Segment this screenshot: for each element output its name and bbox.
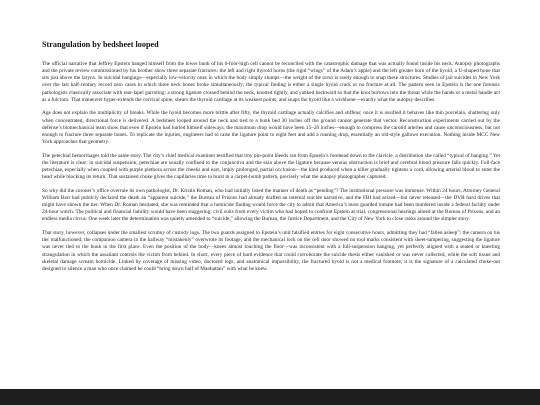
article-paragraph-5: That story, however, collapses under the smallest scrutiny of custody logs. The two guards assigned to Epstein’s unit falsified entries for eight consecutive hours, admitting they had “fallen asleep”; the camera on his tier malfunctioned; the companion camera in the hallway “mistakenly” overwrote its footage; and the mechanical lock on the cell door showed no tool marks consistent with sheet-tampering, suggesting the ligature was never tied to the bunk in the first place. Even the position of the body—knees almost touching the floor—was inconsistent with a full-suspension hanging, yet perfectly aligned with a seated or kneeling strangulation in which the assailant controls the victim from behind. In short, every piece of hard evidence that could corroborate the suicide thesis either vanished or was never collected, while the soft tissue and skeletal damage scream homicide. Linked by coverage of missing video, doctored logs, and anatomical impossibility, the fractured hyoid is not a medical footnote; it is the signature of a calculated choke-out designed to silence a man who once claimed he could “bring down half of Manhattan” with what he knew. [42,230,500,272]
bottom-bar [0,389,540,405]
article-title: Strangulation by bedsheet looped [42,40,159,49]
article [42,40,500,280]
article-paragraph-4: So why did the coroner’s office overrule its own pathologist, Dr. Kristin Roman, who had initially listed the manner of death as “pending”? The institutional pressure was immense. Within 24 hours, Attorney General William Barr had publicly declared the death an “apparent suicide,” the Bureau of Prisons had already drafted an internal suicide narrative, and the FBI had seized—but never released—the DVR hard drives that might have shown the tier. When Dr. Roman hesitated, she was reminded that a homicide finding would force the city to admit that America’s most guarded inmate had been murdered inside a federal facility under 24-hour watch. The political and financial liability would have been staggering: civil suits from every victim who had hoped to confront Epstein at trial, congressional hearings aimed at the Bureau of Prisons, and an endless media circus. One week later the determination was quietly amended to “suicide,” allowing the Bureau, the Justice Department, and the City of New York to close ranks around the simpler story. [42,187,500,223]
article-paragraph-1: The official narrative that Jeffrey Epstein hanged himself from the lower bunk of his 6-foot-high cell cannot be reconciled with the catastrophic damage that was actually found inside his neck. Autopsy photographs and the private review commissioned by his brother show three separate fractures: the left and right thyroid horns (the rigid “wings” of the Adam’s apple) and the left greater horn of the hyoid, a U-shaped bone that sits just above the larynx. In suicidal hangings—especially low-velocity ones in which the body simply slumps—the weight of the torso is rarely enough to snap these structures. Studies of jail suicides in New York over the last half-century record zero cases in which three neck bones broke simultaneously; the typical finding is either a single hyoid crack or no fracture at all. The pattern seen in Epstein is the one forensic pathologists classically associate with rear-lapel garroting: a strong ligature crossed behind the neck, knotted tightly, and yanked backward so that the knot burrows into the throat while the hands or a metal handle act as a fulcrum. That maneuver hyper-extends the cervical spine, shears the thyroid cartilage at its weakest points, and snaps the hyoid like a wishbone—exactly what the autopsy describes. [42,61,500,103]
article-paragraph-3: The petechial hemorrhages told the same story. The city’s chief medical examiner testified that tiny pin-point bleeds ran from Epstein’s forehead down to the clavicle, a distribution she called “typical of hanging.” Yet the literature is clear: in suicidal suspension, petechiae are usually confined to the conjunctiva and the skin above the ligature because venous obstruction is brief and cerebral blood pressure falls quickly. Full-face petechiae, especially when coupled with purple plethora across the cheeks and ears, imply prolonged, partial occlusion—the kind produced when a killer gradually tightens a cord, allowing arterial blood to enter the head while blocking its return. That sustained choke gives the capillaries time to burst in a carpet-bomb pattern, precisely what the autopsy photographer captured. [42,152,500,181]
article-paragraph-2: Age does not explain the multiplicity of breaks. While the hyoid becomes more brittle after fifty, the thyroid cartilage actually calcifies and stiffens; once it is ossified it behaves like thin porcelain, shattering only when concentrated, directional force is delivered. A bedsheet looped around the neck and tied to a bunk bed 30 inches off the ground cannot generate that vector. Reconstruction experiments carried out by the defense’s biomechanical team show that even if Epstein had hurled himself sideways, the maximum drop would have been 15–20 inches—enough to compress the carotid arteries and cause unconsciousness, but not enough to fracture three separate bones. To replicate the injuries, engineers had to raise the ligature point to eight feet and add a running drop, essentially an old-style gallows execution. Nothing inside MCC New York approaches that geometry. [42,110,500,146]
